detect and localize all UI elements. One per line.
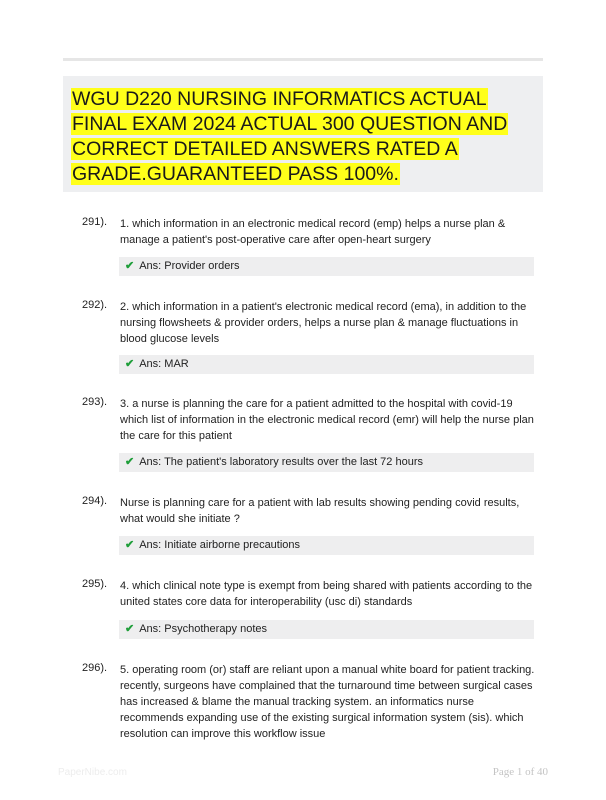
question-text: 5. operating room (or) staff are reliant upon a manual white board for patient tracking. recently, surgeons have complained that the turnaround time between surgical cases has increased & blame the manual tracking system. an informatics nurse recommends expanding use of the existing surgical information system (sis). which resolution can improve this workflow issue [120,664,535,740]
answer-text: Ans: Psychotherapy notes [139,623,268,635]
answer-text: Ans: Provider orders [139,260,240,272]
top-divider [63,58,543,61]
question-text: Nurse is planning care for a patient with lab results showing pending covid results, what would she initiate ? [120,497,520,525]
check-icon: ✔ [125,539,135,551]
check-icon: ✔ [125,358,135,370]
check-icon: ✔ [125,623,135,635]
answer-box [119,620,534,639]
question-text: 3. a nurse is planning the care for a patient admitted to the hospital with covid-19 which list of information in the electronic medical record (emr) will help the nurse plan the care for this patient [120,398,534,442]
answer-box [119,257,534,276]
check-icon: ✔ [125,456,135,468]
question-number: 295). [82,578,108,590]
document-title: WGU D220 NURSING INFORMATICS ACTUAL FINAL EXAM 2024 ACTUAL 300 QUESTION AND CORRECT DETAILED ANSWERS RATED A GRADE.GUARANTEED PASS 100%. [72,88,508,185]
answer-box [119,355,534,374]
question-number: 293). [82,396,108,408]
answer-box [119,536,534,555]
question-number: 292). [82,299,108,311]
question-text: 1. which information in an electronic medical record (emp) helps a nurse plan & manage a patient's post-operative care after open-heart surgery [120,218,506,246]
question-number: 296). [82,662,108,674]
answer-text: Ans: MAR [139,358,189,370]
watermark: PaperNibe.com [58,767,127,778]
answer-text: Ans: The patient's laboratory results over the last 72 hours [139,456,423,468]
page-number: Page 1 of 40 [492,766,548,778]
question-text: 2. which information in a patient's electronic medical record (ema), in addition to the nursing flowsheets & provider orders, helps a nurse plan & manage fluctuations in blood glucose levels [120,301,527,345]
check-icon: ✔ [125,260,135,272]
question-number: 291). [82,216,108,228]
answer-text: Ans: Initiate airborne precautions [139,539,301,551]
question-number: 294). [82,495,108,507]
answer-box [119,453,534,472]
title-box [63,76,543,192]
question-text: 4. which clinical note type is exempt from being shared with patients according to the united states core data for interoperability (usc di) standards [120,580,533,608]
